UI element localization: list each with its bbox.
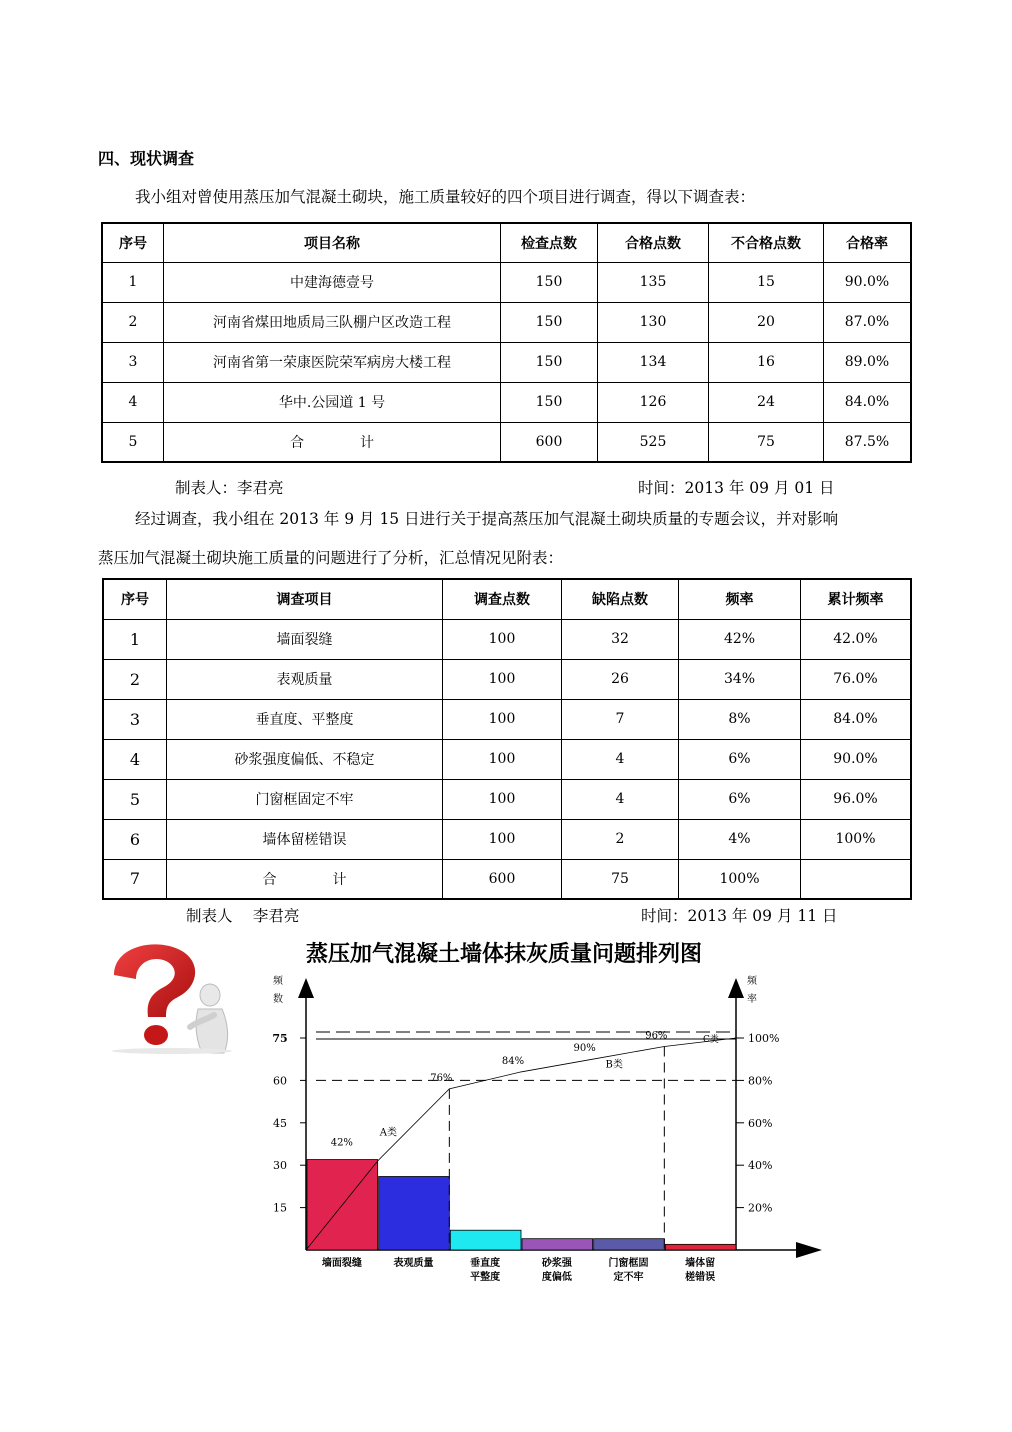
table-row-total	[103, 859, 911, 899]
table-cell: 150	[501, 382, 598, 422]
table-cell: 100	[443, 779, 562, 819]
table-cell: 2	[103, 659, 167, 699]
table-cell: 8%	[679, 699, 801, 739]
defect-table	[102, 578, 912, 900]
left-tick-label: 30	[273, 1159, 287, 1173]
table-cell: 100	[443, 659, 562, 699]
table-cell: 6	[103, 819, 167, 859]
table-cell: 135	[598, 262, 709, 302]
table-cell: 4	[562, 739, 679, 779]
category-label: 墙体留	[685, 1258, 716, 1269]
table-cell: 3	[102, 342, 164, 382]
table-cell: 42%	[679, 619, 801, 659]
pareto-chart	[250, 968, 850, 1298]
table-cell: 6%	[679, 739, 801, 779]
table-cell: 7	[103, 859, 167, 899]
table-row	[103, 659, 911, 699]
table-cell: 门窗框固定不牢	[167, 779, 443, 819]
survey-table	[101, 222, 912, 463]
table-row	[102, 342, 911, 382]
chart-title: 蒸压加气混凝土墙体抹灰质量问题排列图	[306, 942, 703, 967]
table-cell: 河南省煤田地质局三队棚户区改造工程	[164, 302, 501, 342]
table-cell: 15	[709, 262, 824, 302]
table-cell: 150	[501, 342, 598, 382]
table-cell: 合 计	[167, 859, 443, 899]
table-row	[102, 382, 911, 422]
table-cell: 5	[103, 779, 167, 819]
table-cell	[801, 859, 912, 899]
table-cell: 16	[709, 342, 824, 382]
class-label-b: B类	[605, 1059, 623, 1071]
cumulative-point-label: 90%	[573, 1043, 596, 1055]
table-cell: 3	[103, 699, 167, 739]
table-cell: 1	[102, 262, 164, 302]
header-cell: 合格率	[824, 223, 912, 262]
question-mark-figure-icon	[98, 935, 246, 1055]
table-cell: 5	[102, 422, 164, 462]
analysis-paragraph-line1: 经过调查，我小组在 2013 年 9 月 15 日进行关于提高蒸压加气混凝土砌块质量的专题会议，并对影响	[135, 510, 839, 528]
table-cell: 90.0%	[824, 262, 912, 302]
table-cell: 75	[562, 859, 679, 899]
table-cell: 河南省第一荣康医院荣军病房大楼工程	[164, 342, 501, 382]
header-cell: 序号	[103, 579, 167, 619]
table-row	[103, 699, 911, 739]
left-axis-arrow-icon	[298, 978, 314, 998]
cumulative-point-label: 84%	[501, 1055, 525, 1067]
table-cell: 4	[103, 739, 167, 779]
table2-date: 时间：2013 年 09 月 11 日	[641, 907, 838, 925]
right-axis-arrow-icon	[728, 978, 744, 998]
category-label: 砂浆强	[541, 1258, 572, 1269]
category-label: 槎错误	[685, 1272, 716, 1283]
header-cell: 缺陷点数	[562, 579, 679, 619]
table-cell: 100	[443, 819, 562, 859]
header-cell: 频率	[679, 579, 801, 619]
right-tick-label: 100%	[748, 1032, 780, 1045]
table-cell: 垂直度、平整度	[167, 699, 443, 739]
table-cell: 24	[709, 382, 824, 422]
category-label: 表观质量	[393, 1258, 434, 1269]
left-axis-label: 频	[273, 976, 283, 987]
table-cell: 87.0%	[824, 302, 912, 342]
header-cell: 调查项目	[167, 579, 443, 619]
cumulative-point-label: 76%	[430, 1072, 453, 1084]
table-cell: 100	[443, 619, 562, 659]
table-cell: 7	[562, 699, 679, 739]
left-tick-label: 15	[273, 1201, 287, 1215]
table-cell: 76.0%	[801, 659, 912, 699]
table2-maker: 制表人 李君亮	[186, 907, 300, 925]
header-cell: 不合格点数	[709, 223, 824, 262]
table-cell: 126	[598, 382, 709, 422]
table-cell: 130	[598, 302, 709, 342]
table-cell: 87.5%	[824, 422, 912, 462]
x-axis-arrow-icon	[796, 1242, 822, 1258]
table-cell: 84.0%	[801, 699, 912, 739]
table-cell: 2	[102, 302, 164, 342]
right-axis-label: 频	[747, 976, 757, 987]
table-cell: 20	[709, 302, 824, 342]
table-row-total	[102, 422, 911, 462]
header-cell: 项目名称	[164, 223, 501, 262]
table-cell: 100	[443, 699, 562, 739]
table-cell: 600	[501, 422, 598, 462]
category-label: 垂直度	[470, 1258, 501, 1269]
table-cell: 34%	[679, 659, 801, 699]
table-cell: 墙面裂缝	[167, 619, 443, 659]
class-label-c: C类	[702, 1035, 719, 1046]
header-cell: 检查点数	[501, 223, 598, 262]
right-axis-label: 率	[747, 994, 757, 1005]
table-cell: 100	[443, 739, 562, 779]
table-cell: 150	[501, 302, 598, 342]
header-cell: 累计频率	[801, 579, 912, 619]
table-cell: 600	[443, 859, 562, 899]
section-heading: 四、现状调查	[98, 149, 195, 168]
table-row	[102, 262, 911, 302]
bar	[450, 1230, 521, 1250]
table-row	[103, 819, 911, 859]
right-tick-label: 60%	[748, 1116, 773, 1130]
table-header-row	[103, 579, 911, 619]
bar	[379, 1177, 450, 1250]
table-cell: 合 计	[164, 422, 501, 462]
table-cell: 4%	[679, 819, 801, 859]
table-cell: 42.0%	[801, 619, 912, 659]
table-cell: 2	[562, 819, 679, 859]
bar	[522, 1239, 593, 1250]
table-row	[103, 739, 911, 779]
header-cell: 序号	[102, 223, 164, 262]
table1-maker: 制表人：李君亮	[175, 479, 284, 497]
table-cell: 32	[562, 619, 679, 659]
right-tick-label: 80%	[748, 1074, 773, 1088]
table-header-row	[102, 223, 911, 262]
table-cell: 砂浆强度偏低、不稳定	[167, 739, 443, 779]
table-cell: 90.0%	[801, 739, 912, 779]
class-label-a: A类	[379, 1127, 398, 1139]
table-cell: 墙体留槎错误	[167, 819, 443, 859]
table-cell: 1	[103, 619, 167, 659]
header-cell: 调查点数	[443, 579, 562, 619]
header-cell: 合格点数	[598, 223, 709, 262]
table-cell: 96.0%	[801, 779, 912, 819]
table-cell: 6%	[679, 779, 801, 819]
table-cell: 4	[562, 779, 679, 819]
bar	[665, 1244, 736, 1250]
analysis-paragraph-line2: 蒸压加气混凝土砌块施工质量的问题进行了分析，汇总情况见附表：	[98, 549, 564, 567]
table-cell: 100%	[801, 819, 912, 859]
left-tick-label: 75	[272, 1032, 288, 1045]
left-tick-label: 60	[273, 1074, 287, 1088]
table-cell: 华中.公园道 1 号	[164, 382, 501, 422]
table-cell: 134	[598, 342, 709, 382]
table-cell: 89.0%	[824, 342, 912, 382]
table-cell: 84.0%	[824, 382, 912, 422]
category-label: 墙面裂缝	[321, 1258, 362, 1269]
category-label: 定不牢	[613, 1272, 644, 1283]
cumulative-point-label: 96%	[645, 1030, 668, 1042]
table-cell: 100%	[679, 859, 801, 899]
intro-paragraph: 我小组对曾使用蒸压加气混凝土砌块，施工质量较好的四个项目进行调查，得以下调查表：	[135, 188, 756, 206]
table-cell: 表观质量	[167, 659, 443, 699]
table1-date: 时间：2013 年 09 月 01 日	[638, 479, 835, 497]
table-cell: 4	[102, 382, 164, 422]
left-tick-label: 45	[273, 1116, 287, 1130]
bar	[594, 1239, 665, 1250]
table-cell: 150	[501, 262, 598, 302]
right-tick-label: 40%	[748, 1159, 773, 1173]
cumulative-point-label: 42%	[330, 1137, 353, 1149]
table-cell: 525	[598, 422, 709, 462]
table-row	[102, 302, 911, 342]
table-row	[103, 779, 911, 819]
left-axis-label: 数	[273, 994, 283, 1005]
table-row	[103, 619, 911, 659]
right-tick-label: 20%	[748, 1201, 773, 1215]
table-cell: 中建海德壹号	[164, 262, 501, 302]
table-cell: 75	[709, 422, 824, 462]
category-label: 平整度	[470, 1272, 501, 1283]
category-label: 门窗框固	[608, 1258, 649, 1269]
table-cell: 26	[562, 659, 679, 699]
category-label: 度偏低	[541, 1272, 572, 1283]
